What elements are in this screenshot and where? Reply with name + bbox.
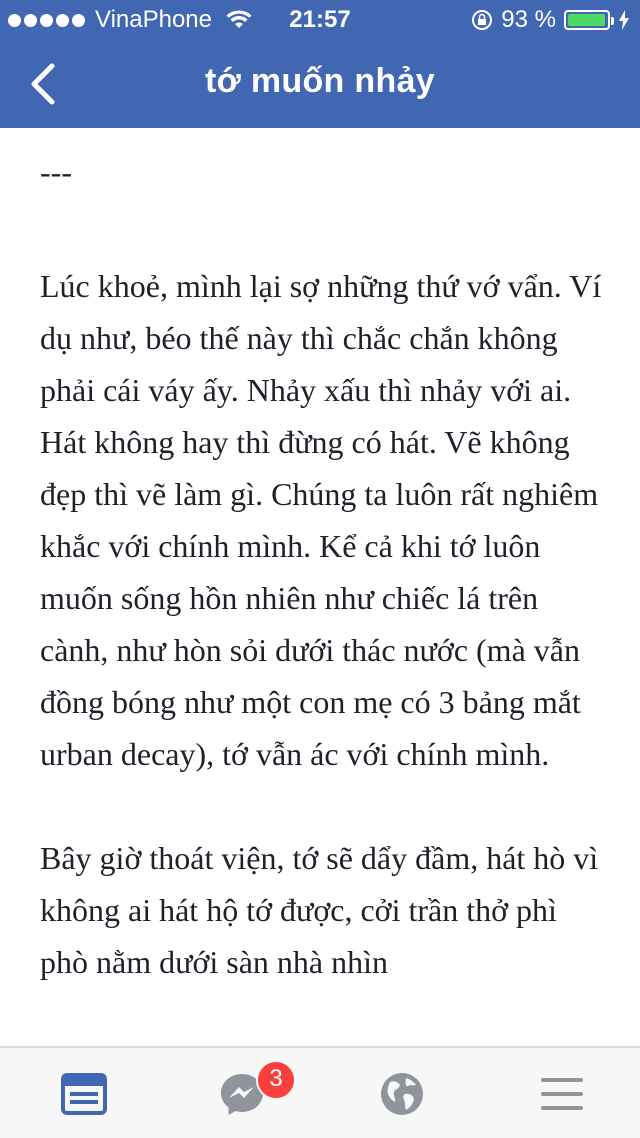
charging-icon — [618, 10, 630, 30]
page-title: tớ muốn nhảy — [205, 62, 435, 100]
back-chevron-icon[interactable] — [24, 62, 64, 106]
battery-percent: 93 % — [501, 6, 556, 33]
status-right — [471, 6, 630, 34]
article-separator: --- — [40, 154, 72, 190]
rotation-lock-icon — [471, 9, 493, 31]
battery-icon — [564, 10, 610, 30]
article-body — [40, 128, 612, 1048]
notifications-globe-icon[interactable] — [378, 1070, 426, 1118]
carrier-label: VinaPhone — [95, 6, 212, 33]
header-bar — [0, 0, 640, 128]
status-bar — [0, 0, 640, 40]
bottom-tab-bar — [0, 1046, 640, 1138]
menu-icon[interactable] — [538, 1070, 586, 1118]
clock: 21:57 — [289, 6, 351, 33]
navigation-bar — [0, 40, 640, 128]
article-paragraph: Bây giờ thoát viện, tớ sẽ dẩy đầm, hát hò vì không ai hát hộ tớ được, cởi trần thở phì phò nằm dưới sàn nhà nhìn — [40, 840, 599, 980]
messages-badge: 3 — [256, 1060, 296, 1100]
news-feed-icon[interactable] — [60, 1070, 108, 1118]
article-paragraph: Lúc khoẻ, mình lại sợ những thứ vớ vẩn. Ví dụ như, béo thế này thì chắc chắn không phải cái váy ấy. Nhảy xấu thì nhảy với ai. Hát không hay thì đừng có hát. Vẽ không đẹp thì vẽ làm gì. Chúng ta luôn rất nghiêm khắc với chính mình. Kể cả khi tớ luôn muốn sống hồn nhiên như chiếc lá trên cành, như hòn sỏi dưới thác nước (mà vẫn đồng bóng như một con mẹ có 3 bảng mắt urban decay), tớ vẫn ác với chính mình. — [40, 268, 602, 772]
